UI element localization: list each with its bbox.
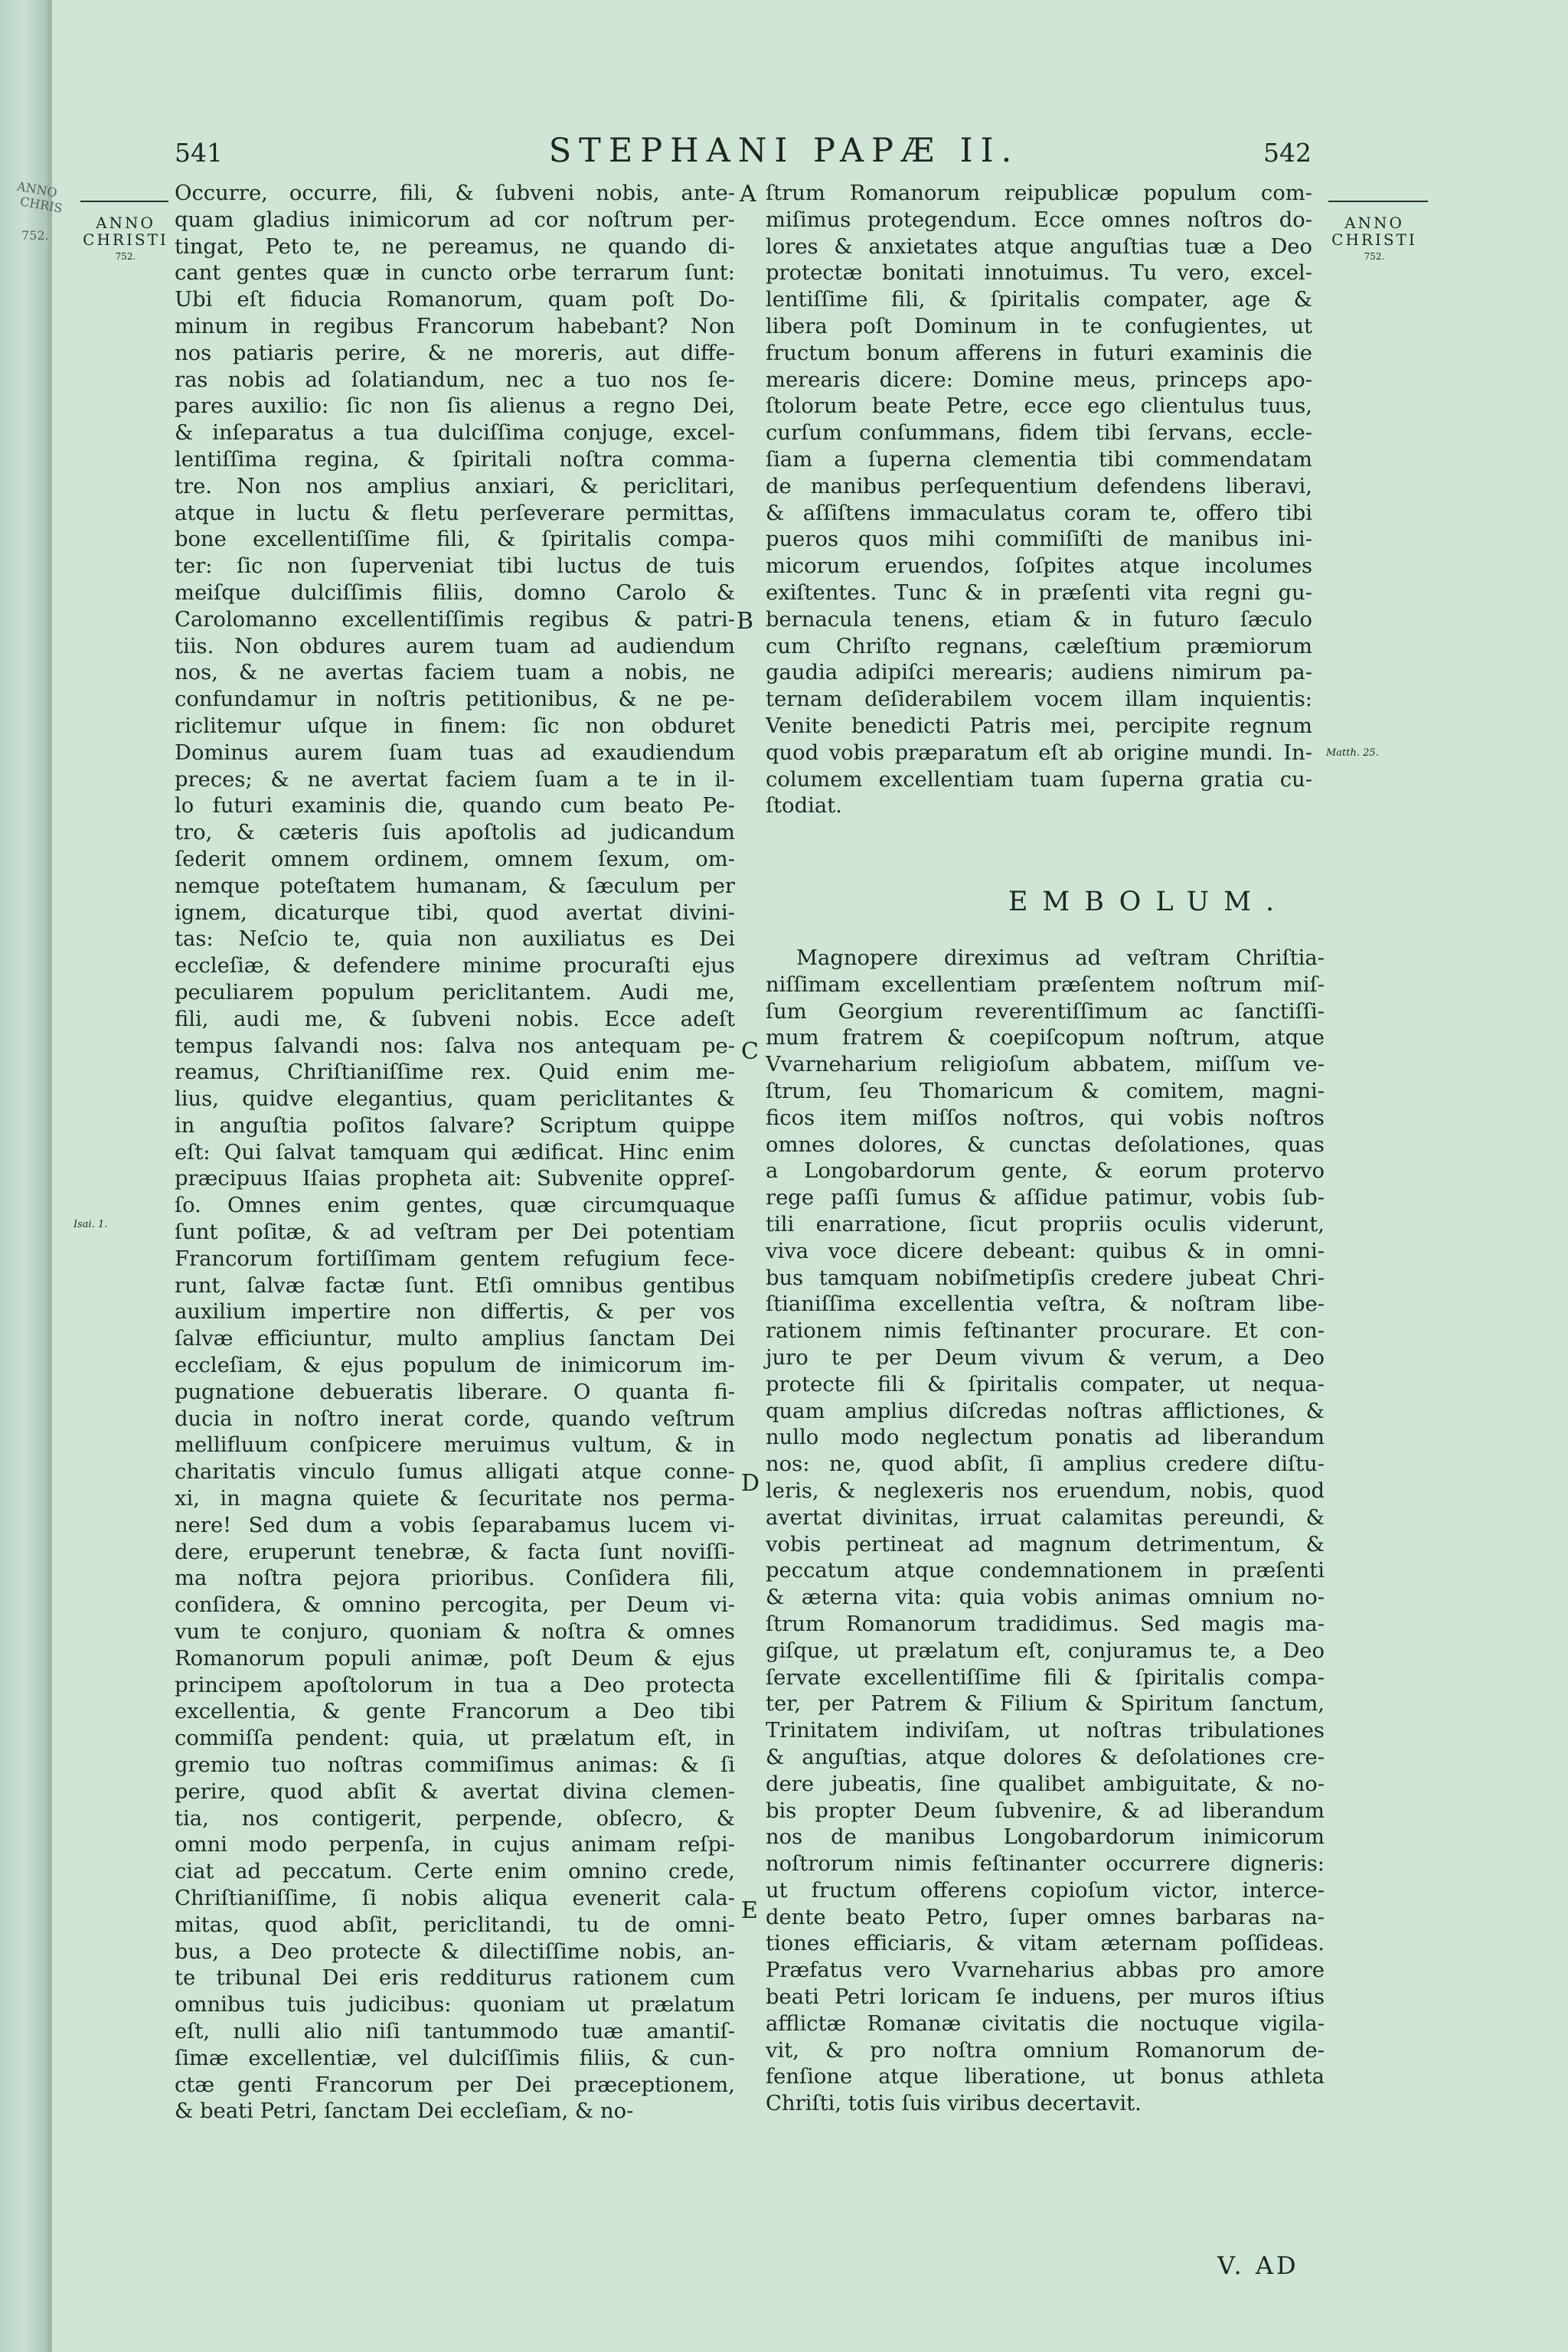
text-line: merearis dicere: Domine meus, princeps apo- bbox=[766, 368, 1312, 392]
text-line: beati Petri loricam ſe induens, per muros iſtius bbox=[766, 1985, 1325, 2010]
text-line: rationem nimis feſtinanter procurare. Et con- bbox=[766, 1319, 1325, 1344]
text-line: lores & anxietates atque anguſtias tuæ a Deo bbox=[766, 234, 1312, 259]
text-line: bis propter Deum ſubvenire, & ad liberandum bbox=[766, 1798, 1325, 1823]
text-line: lentiſſime fili, & ſpiritalis compater, age & bbox=[766, 288, 1312, 312]
text-line: de manibus perſequentium defendens liberavi, bbox=[766, 474, 1312, 498]
text-line: ter: ſic non ſuperveniat tibi luctus de tuis bbox=[175, 554, 735, 579]
text-line: tiones efficiaris, & vitam æternam poſſideas. bbox=[766, 1932, 1325, 1956]
text-line: Ubi eſt fiducia Romanorum, quam poſt Do- bbox=[175, 288, 735, 312]
text-line: atque in luctu & fletu perſeverare permittas, bbox=[175, 501, 735, 525]
text-line: dere, eruperunt tenebræ, & facta ſunt noviſſi- bbox=[175, 1540, 735, 1564]
text-line: dente beato Petro, ſuper omnes barbaras na- bbox=[766, 1905, 1325, 1929]
text-line: libera poſt Dominum in te confugientes, ut bbox=[766, 314, 1312, 338]
text-line: peculiarem populum periclitantem. Audi me, bbox=[175, 980, 735, 1004]
text-line: peccatum atque condemnationem in præſenti bbox=[766, 1559, 1325, 1583]
text-line: principem apoſtolorum in tua a Deo protecta bbox=[175, 1673, 735, 1697]
text-line: fructum bonum afferens in futuri examinis die bbox=[766, 341, 1312, 365]
text-line: riclitemur uſque in finem: ſic non obduret bbox=[175, 714, 735, 738]
text-line: mitas, quod abſit, periclitandi, tu de omni- bbox=[175, 1913, 735, 1937]
catchword: V. AD bbox=[1217, 2251, 1299, 2280]
text-line: ſtrum, ſeu Thomaricum & comitem, magni- bbox=[766, 1079, 1325, 1103]
text-line: bus tamquam nobiſmetipſis credere jubeat Chri- bbox=[766, 1266, 1325, 1290]
text-line: ignem, dicaturque tibi, quod avertat divini- bbox=[175, 900, 735, 925]
gutter-edge bbox=[47, 0, 52, 2352]
text-line: quam amplius diſcredas noſtras afflictiones, & bbox=[766, 1399, 1325, 1423]
text-line: nos de manibus Longobardorum inimicorum bbox=[766, 1825, 1325, 1850]
text-line: protecte fili & ſpiritalis compater, ut nequa- bbox=[766, 1372, 1325, 1396]
text-line: ſum Georgium reverentiſſimum ac ſanctiſſi- bbox=[766, 999, 1325, 1024]
margin-note-matthew: Matth. 25. bbox=[1326, 747, 1379, 759]
text-line: Magnopere direximus ad veſtram Chriſtia- bbox=[796, 946, 1325, 970]
text-line: ter, per Patrem & Filium & Spiritum ſanctum, bbox=[766, 1692, 1325, 1717]
text-line: nullo modo neglectum ponatis ad liberandum bbox=[766, 1426, 1325, 1450]
text-line: bone excellentiſſime fili, & ſpiritalis compa- bbox=[175, 528, 735, 552]
text-line: ſtrum Romanorum reipublicæ populum com- bbox=[766, 181, 1312, 205]
text-line: ternam deſiderabilem vocem illam inquientis: bbox=[766, 688, 1312, 712]
text-line: & beati Petri, ſanctam Dei eccleſiam, & no- bbox=[175, 2099, 634, 2124]
text-line: nos patiaris perire, & ne moreris, aut diffe- bbox=[175, 341, 735, 365]
text-line: præcipuus Iſaias propheta ait: Subvenite oppreſ- bbox=[175, 1167, 735, 1191]
text-line: tempus ſalvandi nos: ſalva nos antequam pe- bbox=[175, 1034, 735, 1058]
gutter-fragment: ANNO bbox=[15, 178, 59, 201]
text-line: vum te conjuro, quoniam & noſtra & omnes bbox=[175, 1620, 735, 1645]
text-line: ut fructum offerens copioſum victor, interce- bbox=[766, 1878, 1325, 1903]
text-line: gremio tuo noſtras commiſimus animas: & ſi bbox=[175, 1753, 735, 1778]
text-line: ſimæ excellentiæ, vel dulciſſimis filiis, & cun- bbox=[175, 2046, 735, 2070]
text-line: lius, quidve elegantius, quam periclitantes & bbox=[175, 1087, 735, 1112]
gutter-fragment: 752. bbox=[21, 228, 49, 243]
text-line: & aſſiſtens immaculatus coram te, offero tibi bbox=[766, 501, 1312, 525]
text-line: Præfatus vero Vvarneharius abbas pro amore bbox=[766, 1958, 1325, 1983]
section-marker-b: B bbox=[737, 608, 754, 635]
text-line: niſſimam excellentiam præſentem noſtrum miſ- bbox=[766, 972, 1325, 997]
text-line: meiſque dulciſſimis filiis, domno Carolo & bbox=[175, 580, 735, 605]
section-marker-a: A bbox=[740, 181, 756, 207]
text-line: tre. Non nos amplius anxiari, & periclitari, bbox=[175, 474, 735, 498]
text-line: confundamur in noſtris petitionibus, & ne pe- bbox=[175, 688, 735, 712]
text-line: xi, in magna quiete & ſecuritate nos perma- bbox=[175, 1487, 735, 1511]
text-line: vobis pertineat ad magnum detrimentum, & bbox=[766, 1532, 1325, 1557]
anno-year: 752. bbox=[1364, 251, 1385, 262]
text-line: tas: Neſcio te, quia non auxiliatus es Dei bbox=[175, 927, 735, 952]
text-line: ſtodiat. bbox=[766, 794, 842, 818]
text-line: pugnatione debueratis liberare. O quanta fi- bbox=[175, 1380, 735, 1404]
text-line: eſt: Qui ſalvat tamquam qui ædificat. Hinc enim bbox=[175, 1140, 735, 1165]
text-line: perire, quod abſit & avertat divina clemen- bbox=[175, 1779, 735, 1804]
left-rule bbox=[80, 201, 168, 202]
text-line: juro te per Deum vivum & verum, a Deo bbox=[766, 1345, 1325, 1370]
text-line: & æterna vita: quia vobis animas omnium no- bbox=[766, 1586, 1325, 1610]
text-line: ctæ genti Francorum per Dei præceptionem, bbox=[175, 2073, 735, 2097]
text-line: viva voce dicere debeant: quibus & in omni- bbox=[766, 1239, 1325, 1263]
text-line: ducia in noſtro inerat corde, quando veſtrum bbox=[175, 1406, 735, 1431]
anno-left bbox=[77, 214, 175, 265]
text-line: fili, audi me, & ſubveni nobis. Ecce adeſt bbox=[175, 1007, 735, 1031]
text-line: cum Chriſto regnans, cæleſtium præmiorum bbox=[766, 634, 1312, 658]
text-line: fenſione atque liberatione, ut bonus athleta bbox=[766, 2065, 1325, 2089]
text-line: ſo. Omnes enim gentes, quæ circumquaque bbox=[175, 1194, 735, 1218]
text-line: noſtrorum nimis feſtinanter occurrere digneris: bbox=[766, 1852, 1325, 1877]
text-line: ſtianiſſima excellentia veſtra, & noſtram libe- bbox=[766, 1292, 1325, 1317]
text-line: minum in regibus Francorum habebant? Non bbox=[175, 314, 735, 338]
text-line: curſum conſummans, fidem tibi ſervans, eccle- bbox=[766, 421, 1312, 446]
text-line: excellentia, & gente Francorum a Deo tibi bbox=[175, 1700, 735, 1724]
text-line: vit, & pro noſtra omnium Romanorum de- bbox=[766, 2038, 1325, 2063]
text-line: tingat, Peto te, ne pereamus, ne quando di- bbox=[175, 234, 735, 259]
text-line: Chriſtianiſſime, ſi nobis aliqua evenerit cala- bbox=[175, 1886, 735, 1910]
text-line: tro, & cæteris ſuis apoſtolis ad judicandum bbox=[175, 821, 735, 845]
section-marker-e: E bbox=[741, 1897, 758, 1924]
text-line: gaudia adipiſci merearis; audiens nimirum pa- bbox=[766, 661, 1312, 685]
margin-note-isaiah: Isai. 1. bbox=[74, 1219, 108, 1230]
text-line: ſunt poſitæ, & ad veſtram per Dei potentiam bbox=[175, 1220, 735, 1245]
text-line: Trinitatem indiviſam, ut noſtras tribulationes bbox=[766, 1719, 1325, 1743]
right-rule bbox=[1328, 201, 1428, 202]
text-line: Occurre, occurre, fili, & ſubveni nobis, ante- bbox=[175, 181, 735, 205]
text-line: rege paſſi ſumus & aſſidue patimur, vobis ſub- bbox=[766, 1186, 1325, 1210]
text-line: cant gentes quæ in cuncto orbe terrarum ſunt: bbox=[175, 261, 735, 286]
text-line: eſt, nulli alio niſi tantummodo tuæ amantiſ- bbox=[175, 2019, 735, 2043]
text-line: ma noſtra pejora prioribus. Conſidera fili, bbox=[175, 1566, 735, 1591]
text-line: Vvarneharium religioſum abbatem, miſſum ve- bbox=[766, 1053, 1325, 1077]
text-line: afflictæ Romanæ civitatis die noctuque vigila- bbox=[766, 2011, 1325, 2036]
text-line: preces; & ne avertat faciem ſuam a te in il- bbox=[175, 767, 735, 792]
left-page-number: 541 bbox=[175, 138, 223, 168]
text-line: Chriſti, totis ſuis viribus decertavit. bbox=[766, 2092, 1142, 2116]
anno-right bbox=[1325, 214, 1424, 265]
text-line: a Longobardorum gente, & eorum protervo bbox=[766, 1159, 1325, 1184]
text-line: micorum eruendos, ſoſpites atque incolumes bbox=[766, 554, 1312, 579]
text-line: exiſtentes. Tunc & in præſenti vita regni gu- bbox=[766, 580, 1312, 605]
text-line: omni modo perpenſa, in cujus animam reſpi- bbox=[175, 1833, 735, 1857]
anno-year: 752. bbox=[115, 251, 136, 262]
text-line: quam gladius inimicorum ad cor noſtrum per- bbox=[175, 207, 735, 232]
text-line: eccleſiam, & ejus populum de inimicorum im- bbox=[175, 1354, 735, 1378]
text-line: ciat ad peccatum. Certe enim omnino crede, bbox=[175, 1860, 735, 1884]
text-line: pueros quos mihi commiſiſti de manibus ini- bbox=[766, 528, 1312, 552]
text-line: ſervate excellentiſſime fili & ſpiritalis compa- bbox=[766, 1665, 1325, 1690]
text-line: Venite benedicti Patris mei, percipite regnum bbox=[766, 714, 1312, 738]
text-line: bus, a Deo protecte & dilectiſſime nobis, an- bbox=[175, 1939, 735, 1964]
text-line: Carolomanno excellentiſſimis regibus & patri- bbox=[175, 607, 735, 632]
text-line: bernacula tenens, etiam & in futuro ſæculo bbox=[766, 607, 1312, 632]
text-line: miſimus protegendum. Ecce omnes noſtros do- bbox=[766, 207, 1312, 232]
text-line: & anguſtias, atque dolores & deſolationes cre- bbox=[766, 1745, 1325, 1769]
gutter-fragment: CHRIS bbox=[18, 194, 64, 216]
text-line: quod vobis præparatum eſt ab origine mundi. In- bbox=[766, 740, 1312, 765]
right-page-number: 542 bbox=[1263, 138, 1312, 168]
text-line: Romanorum populi animæ, poſt Deum & ejus bbox=[175, 1646, 735, 1671]
text-line: protectæ bonitati innotuimus. Tu vero, excel- bbox=[766, 261, 1312, 286]
text-line: ras nobis ad ſolatiandum, nec a tuo nos ſe- bbox=[175, 368, 735, 392]
text-line: columem excellentiam tuam ſuperna gratia cu- bbox=[766, 767, 1312, 792]
text-line: mellifluum conſpicere meruimus vultum, & in bbox=[175, 1433, 735, 1458]
text-line: Francorum fortiſſimam gentem refugium fece- bbox=[175, 1246, 735, 1271]
text-line: avertat divinitas, irruat calamitas pereundi, & bbox=[766, 1505, 1325, 1530]
anno-label: ANNO bbox=[1344, 214, 1404, 232]
text-line: reamus, Chriſtianiſſime rex. Quid enim me- bbox=[175, 1060, 735, 1085]
text-line: tili enarratione, ſicut propriis oculis viderunt, bbox=[766, 1212, 1325, 1236]
text-line: omnes dolores, & cunctas deſolationes, quas bbox=[766, 1132, 1325, 1157]
text-line: charitatis vinculo ſumus alligati atque conne- bbox=[175, 1460, 735, 1485]
text-line: leris, & neglexeris nos eruendum, nobis, quod bbox=[766, 1478, 1325, 1503]
text-line: mum fratrem & coepiſcopum noſtrum, atque bbox=[766, 1026, 1325, 1050]
text-line: nere! Sed dum a vobis ſeparabamus lucem vi- bbox=[175, 1513, 735, 1537]
text-line: conſidera, & omnino percogita, per Deum vi- bbox=[175, 1593, 735, 1618]
text-line: omnibus tuis judicibus: quoniam ut prælatum bbox=[175, 1993, 735, 2017]
anno-sub: CHRISTI bbox=[83, 230, 168, 249]
text-line: eccleſiæ, & defendere minime procuraſti ejus bbox=[175, 954, 735, 978]
text-line: te tribunal Dei eris redditurus rationem cum bbox=[175, 1966, 735, 1991]
text-line: tia, nos contigerit, perpende, obſecro, & bbox=[175, 1806, 735, 1831]
binding-gutter bbox=[0, 0, 51, 2352]
text-line: Dominus aurem ſuam tuas ad exaudiendum bbox=[175, 740, 735, 765]
text-line: nos: ne, quod abſit, ſi amplius credere diſtu- bbox=[766, 1452, 1325, 1477]
text-line: ſtolorum beate Petre, ecce ego clientulus tuus, bbox=[766, 394, 1312, 419]
anno-sub: CHRISTI bbox=[1331, 230, 1417, 249]
text-line: tiis. Non obdures aurem tuam ad audiendum bbox=[175, 634, 735, 658]
text-line: & inſeparatus a tua dulciſſima conjuge, excel- bbox=[175, 421, 735, 446]
text-line: runt, ſalvæ factæ ſunt. Etſi omnibus gentibus bbox=[175, 1273, 735, 1298]
embolum-text bbox=[766, 946, 1325, 2118]
text-line: in anguſtia poſitos ſalvare? Scriptum quippe bbox=[175, 1113, 735, 1138]
text-line: nemque poteſtatem humanam, & ſæculum per bbox=[175, 874, 735, 898]
page-title: STEPHANI PAPÆ II. bbox=[548, 132, 1020, 170]
text-line: lo futuri examinis die, quando cum beato Pe- bbox=[175, 794, 735, 818]
section-heading: EMBOLUM. bbox=[1008, 887, 1289, 917]
text-line: ficos item miſſos noſtros, qui vobis noſtros bbox=[766, 1106, 1325, 1130]
text-line: dere jubeatis, ſine qualibet ambiguitate, & no- bbox=[766, 1772, 1325, 1796]
text-line: ſtrum Romanorum tradidimus. Sed magis ma- bbox=[766, 1612, 1325, 1636]
text-line: lentiſſima regina, & ſpiritali noſtra comma- bbox=[175, 447, 735, 472]
text-line: auxilium impertire non differtis, & per vos bbox=[175, 1300, 735, 1325]
left-column-text bbox=[175, 181, 735, 2125]
section-marker-d: D bbox=[741, 1470, 760, 1497]
text-line: nos, & ne avertas faciem tuam a nobis, ne bbox=[175, 661, 735, 685]
section-marker-c: C bbox=[741, 1038, 759, 1065]
text-line: commiſſa pendent: quia, ut prælatum eſt, in bbox=[175, 1726, 735, 1751]
text-line: giſque, ut prælatum eſt, conjuramus te, a Deo bbox=[766, 1638, 1325, 1663]
anno-label: ANNO bbox=[96, 214, 155, 232]
text-line: pares auxilio: ſic non ſis alienus a regno Dei, bbox=[175, 394, 735, 419]
text-line: ſalvæ efficiuntur, multo amplius ſanctam Dei bbox=[175, 1327, 735, 1351]
right-column-text bbox=[766, 181, 1312, 820]
text-line: ſederit omnem ordinem, omnem ſexum, om- bbox=[175, 847, 735, 871]
text-line: ſiam a ſuperna clementia tibi commendatam bbox=[766, 447, 1312, 472]
